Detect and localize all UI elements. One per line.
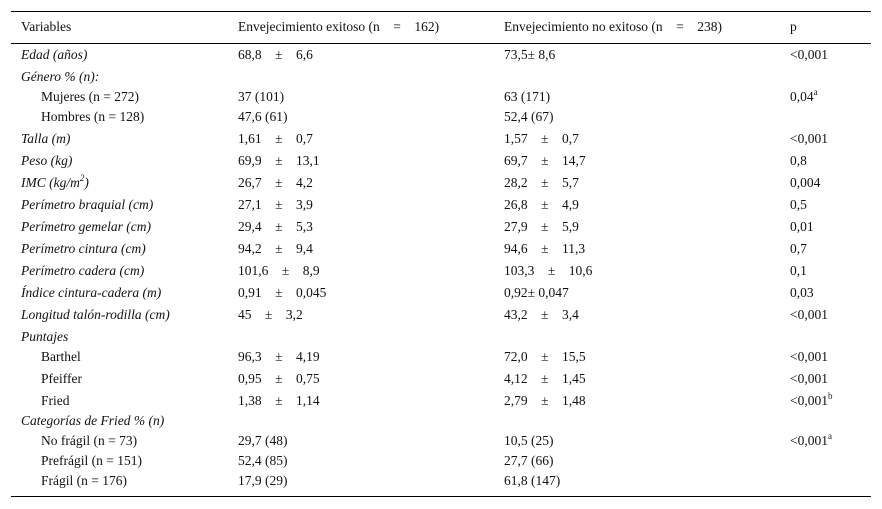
p-value-footnote-mark: b bbox=[828, 390, 833, 401]
label-superscript: 2 bbox=[79, 172, 85, 183]
header-p: p bbox=[790, 19, 797, 34]
cell-p-value bbox=[790, 285, 814, 301]
cell-no-exitoso: 2,79 ± 1,48 bbox=[504, 393, 586, 408]
row-label-text: Prefrágil (n = 151) bbox=[41, 453, 142, 468]
p-value-text: 0,04 bbox=[790, 89, 814, 104]
cell-exitoso: 68,8 ± 6,6 bbox=[238, 47, 313, 62]
cell-exitoso: 96,3 ± 4,19 bbox=[238, 349, 320, 364]
cell-no-exitoso: 28,2 ± 5,7 bbox=[504, 175, 579, 190]
cell-no-exitoso: 72,0 ± 15,5 bbox=[504, 349, 586, 364]
cell-exitoso: 69,9 ± 13,1 bbox=[238, 153, 320, 168]
row-label-text: Longitud talón-rodilla (cm) bbox=[21, 307, 170, 322]
row-label bbox=[21, 197, 153, 213]
p-value-text: 0,7 bbox=[790, 241, 807, 256]
row-label-text: Barthel bbox=[41, 349, 81, 364]
cell-exitoso: 17,9 (29) bbox=[238, 473, 288, 488]
row-label-text: Fried bbox=[41, 393, 70, 408]
p-value-footnote-mark: a bbox=[828, 430, 832, 441]
cell-no-exitoso: 10,5 (25) bbox=[504, 433, 554, 448]
row-label-text: Categorías de Fried % (n) bbox=[21, 413, 165, 428]
row-label-text: Peso (kg) bbox=[21, 153, 73, 168]
row-label bbox=[41, 453, 142, 469]
cell-exitoso: 0,91 ± 0,045 bbox=[238, 285, 327, 300]
cell-exitoso: 0,95 ± 0,75 bbox=[238, 371, 320, 386]
row-label bbox=[41, 349, 81, 365]
p-value-text: <0,001 bbox=[790, 307, 828, 322]
cell-exitoso: 52,4 (85) bbox=[238, 453, 288, 468]
row-label bbox=[41, 371, 82, 387]
p-value-text: <0,001 bbox=[790, 47, 828, 62]
cell-exitoso: 29,7 (48) bbox=[238, 433, 288, 448]
row-label-text: Puntajes bbox=[21, 329, 69, 344]
cell-exitoso: 1,61 ± 0,7 bbox=[238, 131, 313, 146]
cell-no-exitoso: 103,3 ± 10,6 bbox=[504, 263, 593, 278]
bottom-rule bbox=[11, 496, 871, 497]
cell-p-value bbox=[790, 86, 818, 105]
cell-p-value bbox=[790, 371, 828, 387]
cell-no-exitoso: 4,12 ± 1,45 bbox=[504, 371, 586, 386]
row-label bbox=[21, 329, 68, 345]
cell-no-exitoso: 27,9 ± 5,9 bbox=[504, 219, 579, 234]
p-value-text: <0,001 bbox=[790, 433, 828, 448]
header-rule bbox=[11, 43, 871, 44]
row-label-text: No frágil (n = 73) bbox=[41, 433, 138, 448]
row-label-text: Pfeiffer bbox=[41, 371, 82, 386]
p-value-text: 0,03 bbox=[790, 285, 814, 300]
row-label bbox=[21, 69, 99, 85]
p-value-text: 0,5 bbox=[790, 197, 807, 212]
row-label bbox=[21, 241, 146, 257]
row-label-text: Hombres (n = 128) bbox=[41, 109, 145, 124]
row-label-text: Perímetro braquial (cm) bbox=[21, 197, 154, 212]
cell-no-exitoso: 27,7 (66) bbox=[504, 453, 554, 468]
cell-p-value bbox=[790, 263, 807, 279]
row-label-text: Mujeres (n = 272) bbox=[41, 89, 139, 104]
row-label bbox=[41, 109, 144, 125]
row-label bbox=[21, 172, 89, 191]
row-label-text: Edad (años) bbox=[21, 47, 88, 62]
cell-p-value bbox=[790, 175, 820, 191]
cell-no-exitoso: 73,5± 8,6 bbox=[504, 47, 556, 62]
cell-no-exitoso: 43,2 ± 3,4 bbox=[504, 307, 579, 322]
p-value-text: <0,001 bbox=[790, 371, 828, 386]
cell-exitoso: 101,6 ± 8,9 bbox=[238, 263, 320, 278]
row-label-text: Perímetro cintura (cm) bbox=[21, 241, 146, 256]
p-value-text: 0,8 bbox=[790, 153, 807, 168]
cell-no-exitoso: 69,7 ± 14,7 bbox=[504, 153, 586, 168]
top-rule bbox=[11, 11, 871, 12]
p-value-text: <0,001 bbox=[790, 131, 828, 146]
cell-exitoso: 37 (101) bbox=[238, 89, 285, 104]
row-label-text: Perímetro cadera (cm) bbox=[21, 263, 145, 278]
cell-exitoso: 27,1 ± 3,9 bbox=[238, 197, 313, 212]
cell-exitoso: 94,2 ± 9,4 bbox=[238, 241, 313, 256]
cell-no-exitoso: 1,57 ± 0,7 bbox=[504, 131, 579, 146]
p-value-text: <0,001 bbox=[790, 349, 828, 364]
row-label bbox=[21, 153, 72, 169]
header-no-exitoso: Envejecimiento no exitoso (n = 238) bbox=[504, 19, 722, 34]
label-suffix: ) bbox=[84, 175, 89, 190]
row-label bbox=[21, 263, 144, 279]
row-label bbox=[21, 219, 151, 235]
p-value-text: <0,001 bbox=[790, 393, 828, 408]
row-label-text: Talla (m) bbox=[21, 131, 71, 146]
row-label bbox=[41, 393, 70, 409]
row-label bbox=[21, 307, 170, 323]
cell-p-value bbox=[790, 241, 807, 257]
header-variables: Variables bbox=[21, 19, 72, 34]
cell-exitoso: 29,4 ± 5,3 bbox=[238, 219, 313, 234]
cell-p-value bbox=[790, 430, 832, 449]
cell-exitoso: 45 ± 3,2 bbox=[238, 307, 303, 322]
cell-no-exitoso: 94,6 ± 11,3 bbox=[504, 241, 586, 256]
cell-exitoso: 1,38 ± 1,14 bbox=[238, 393, 320, 408]
cell-p-value bbox=[790, 131, 828, 147]
row-label-text: Perímetro gemelar (cm) bbox=[21, 219, 151, 234]
row-label bbox=[41, 433, 137, 449]
cell-exitoso: 47,6 (61) bbox=[238, 109, 288, 124]
row-label bbox=[21, 413, 164, 429]
cell-no-exitoso: 61,8 (147) bbox=[504, 473, 561, 488]
row-label bbox=[41, 89, 139, 105]
p-value-text: 0,004 bbox=[790, 175, 821, 190]
row-label-text: IMC (kg/m bbox=[21, 175, 80, 190]
header-exitoso: Envejecimiento exitoso (n = 162) bbox=[238, 19, 440, 34]
row-label bbox=[21, 47, 87, 63]
p-value-text: 0,01 bbox=[790, 219, 814, 234]
row-label bbox=[21, 285, 161, 301]
row-label-text: Género % (n): bbox=[21, 69, 100, 84]
cell-no-exitoso: 52,4 (67) bbox=[504, 109, 554, 124]
cell-p-value bbox=[790, 47, 828, 63]
cell-p-value bbox=[790, 390, 833, 409]
p-value-text: 0,1 bbox=[790, 263, 807, 278]
cell-no-exitoso: 0,92± 0,047 bbox=[504, 285, 569, 300]
cell-p-value bbox=[790, 349, 828, 365]
row-label bbox=[21, 131, 70, 147]
row-label-text: Índice cintura-cadera (m) bbox=[21, 285, 162, 300]
cell-no-exitoso: 26,8 ± 4,9 bbox=[504, 197, 579, 212]
cell-p-value bbox=[790, 197, 807, 213]
p-value-footnote-mark: a bbox=[813, 86, 818, 97]
cell-p-value bbox=[790, 307, 828, 323]
row-label bbox=[41, 473, 127, 489]
cell-no-exitoso: 63 (171) bbox=[504, 89, 551, 104]
row-label-text: Frágil (n = 176) bbox=[41, 473, 127, 488]
cell-p-value bbox=[790, 219, 814, 235]
cell-exitoso: 26,7 ± 4,2 bbox=[238, 175, 313, 190]
cell-p-value bbox=[790, 153, 807, 169]
data-table bbox=[11, 11, 871, 497]
